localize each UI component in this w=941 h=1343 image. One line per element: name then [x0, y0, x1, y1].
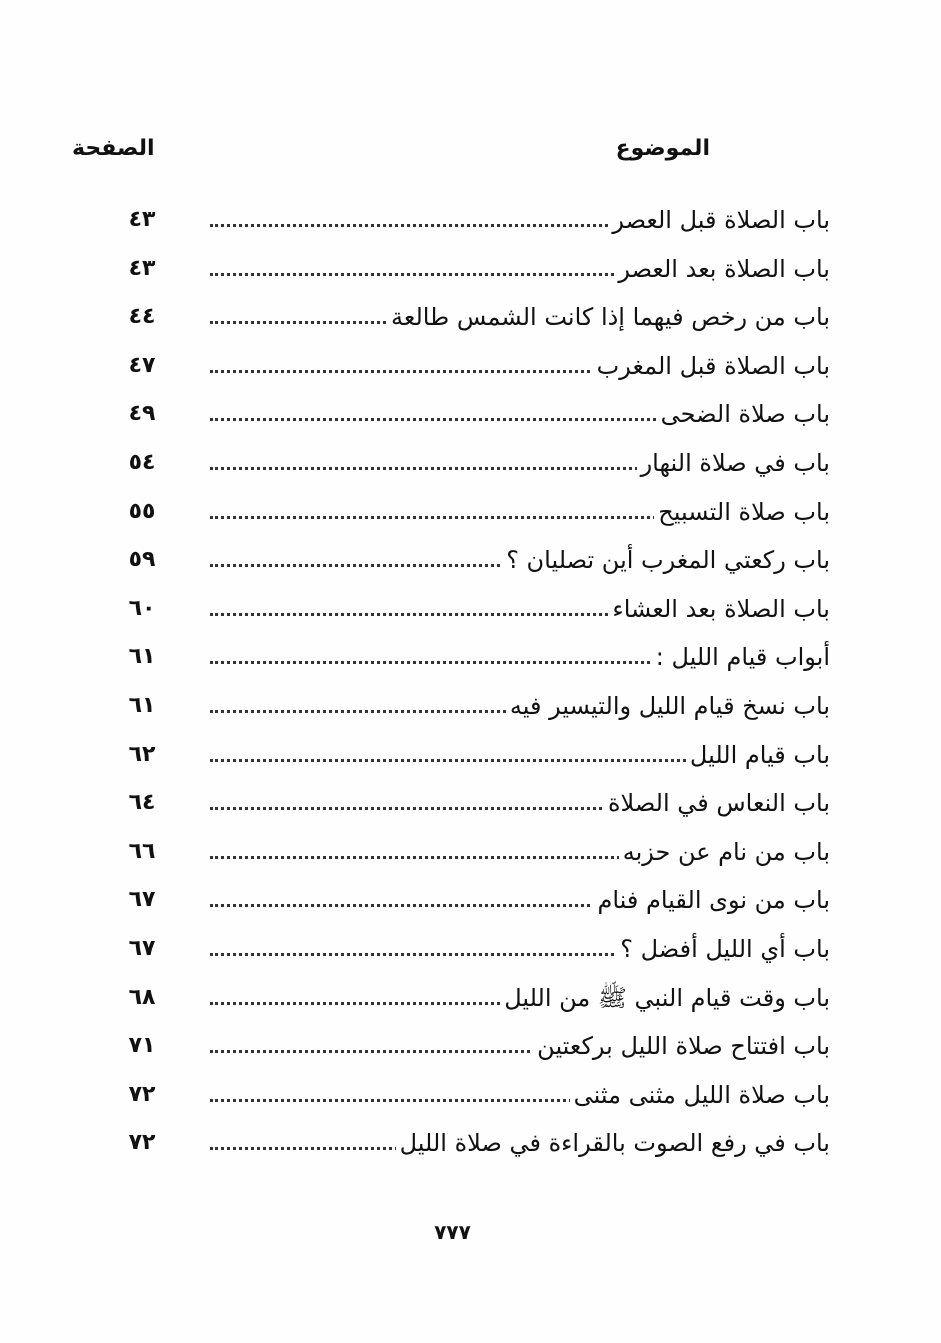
toc-entry-page: ٧٢ — [128, 1130, 156, 1156]
toc-entry — [60, 1119, 830, 1168]
toc-entry-title: باب الصلاة قبل العصر — [608, 204, 830, 236]
toc-entry — [60, 1071, 830, 1120]
toc-entry-title: باب من نوى القيام فنام — [593, 884, 830, 916]
toc-entry — [60, 1022, 830, 1071]
toc-entry-title: باب أي الليل أفضل ؟ — [616, 933, 830, 965]
toc-entry-title: باب الصلاة بعد العصر — [614, 253, 830, 285]
toc-entry-page: ٦٤ — [128, 790, 156, 816]
toc-entry-page: ٧١ — [128, 1033, 156, 1059]
toc-entry-page: ٦١ — [128, 692, 156, 718]
toc-entry — [60, 633, 830, 682]
toc-entry — [60, 876, 830, 925]
toc-entry-title: باب الصلاة قبل المغرب — [593, 350, 830, 382]
toc-entry-page: ٤٧ — [128, 352, 156, 378]
toc-entry — [60, 779, 830, 828]
toc-entry-title: باب وقت قيام النبي ﷺ من الليل — [500, 982, 830, 1014]
toc-entry — [60, 585, 830, 634]
toc-entry — [60, 439, 830, 488]
toc-entry-page: ٦٨ — [128, 984, 156, 1010]
toc-entry-page: ٥٥ — [128, 498, 156, 524]
toc-entry — [60, 342, 830, 391]
toc-entry-title: باب من رخص فيهما إذا كانت الشمس طالعة — [387, 301, 830, 333]
toc-entry — [60, 682, 830, 731]
toc-entry-title: باب ركعتي المغرب أين تصليان ؟ — [502, 544, 830, 576]
toc-entry — [60, 293, 830, 342]
toc-entry-page: ٤٣ — [128, 207, 156, 232]
toc-entry — [60, 731, 830, 780]
toc-entry-title: باب صلاة التسبيح — [654, 496, 830, 528]
toc-entry-page: ٥٤ — [128, 449, 156, 475]
toc-entry-title: باب نسخ قيام الليل والتيسير فيه — [506, 690, 830, 722]
toc-entry-page: ٦٦ — [128, 838, 156, 864]
toc-entry-title: باب الصلاة بعد العشاء — [608, 593, 830, 625]
toc-entry-title: باب صلاة الليل مثنى مثنى — [570, 1079, 830, 1111]
toc-entry-title: باب قيام الليل — [686, 739, 830, 771]
toc-entry-title: باب في صلاة النهار — [637, 447, 830, 479]
topic-column-heading: الموضوع — [615, 136, 710, 161]
toc-entry-page: ٤٤ — [128, 304, 156, 330]
toc-entry-page: ٦٢ — [128, 741, 156, 767]
page-column-heading: الصفحة — [72, 136, 155, 161]
toc-entry-page: ٦٧ — [128, 887, 156, 913]
toc-entry — [60, 245, 830, 294]
toc-entry-title: باب في رفع الصوت بالقراءة في صلاة الليل — [396, 1127, 830, 1159]
toc-header — [60, 136, 820, 176]
toc-entry — [60, 828, 830, 877]
toc-entry — [60, 196, 830, 245]
toc-entry-page: ٦٠ — [128, 595, 156, 621]
toc-entry — [60, 536, 830, 585]
toc-entry-title: أبواب قيام الليل : — [652, 641, 830, 673]
toc-entry-title: باب افتتاح صلاة الليل بركعتين — [533, 1030, 830, 1062]
toc-entry — [60, 488, 830, 537]
toc-entry-title: باب النعاس في الصلاة — [604, 787, 830, 819]
toc-entry-page: ٤٩ — [128, 401, 156, 427]
page-number: ٧٧٧ — [434, 1220, 471, 1244]
toc-entry-page: ٦١ — [128, 644, 156, 670]
toc-entry-page: ٧٢ — [128, 1081, 156, 1107]
toc-entry — [60, 925, 830, 974]
toc-entry — [60, 974, 830, 1023]
table-of-contents — [60, 196, 830, 1168]
toc-entry-title: باب صلاة الضحى — [657, 398, 830, 430]
toc-entry-page: ٦٧ — [128, 935, 156, 961]
toc-entry — [60, 390, 830, 439]
toc-entry-title: باب من نام عن حزبه — [619, 836, 830, 868]
toc-entry-page: ٥٩ — [128, 547, 156, 573]
toc-entry-page: ٤٣ — [128, 255, 156, 281]
